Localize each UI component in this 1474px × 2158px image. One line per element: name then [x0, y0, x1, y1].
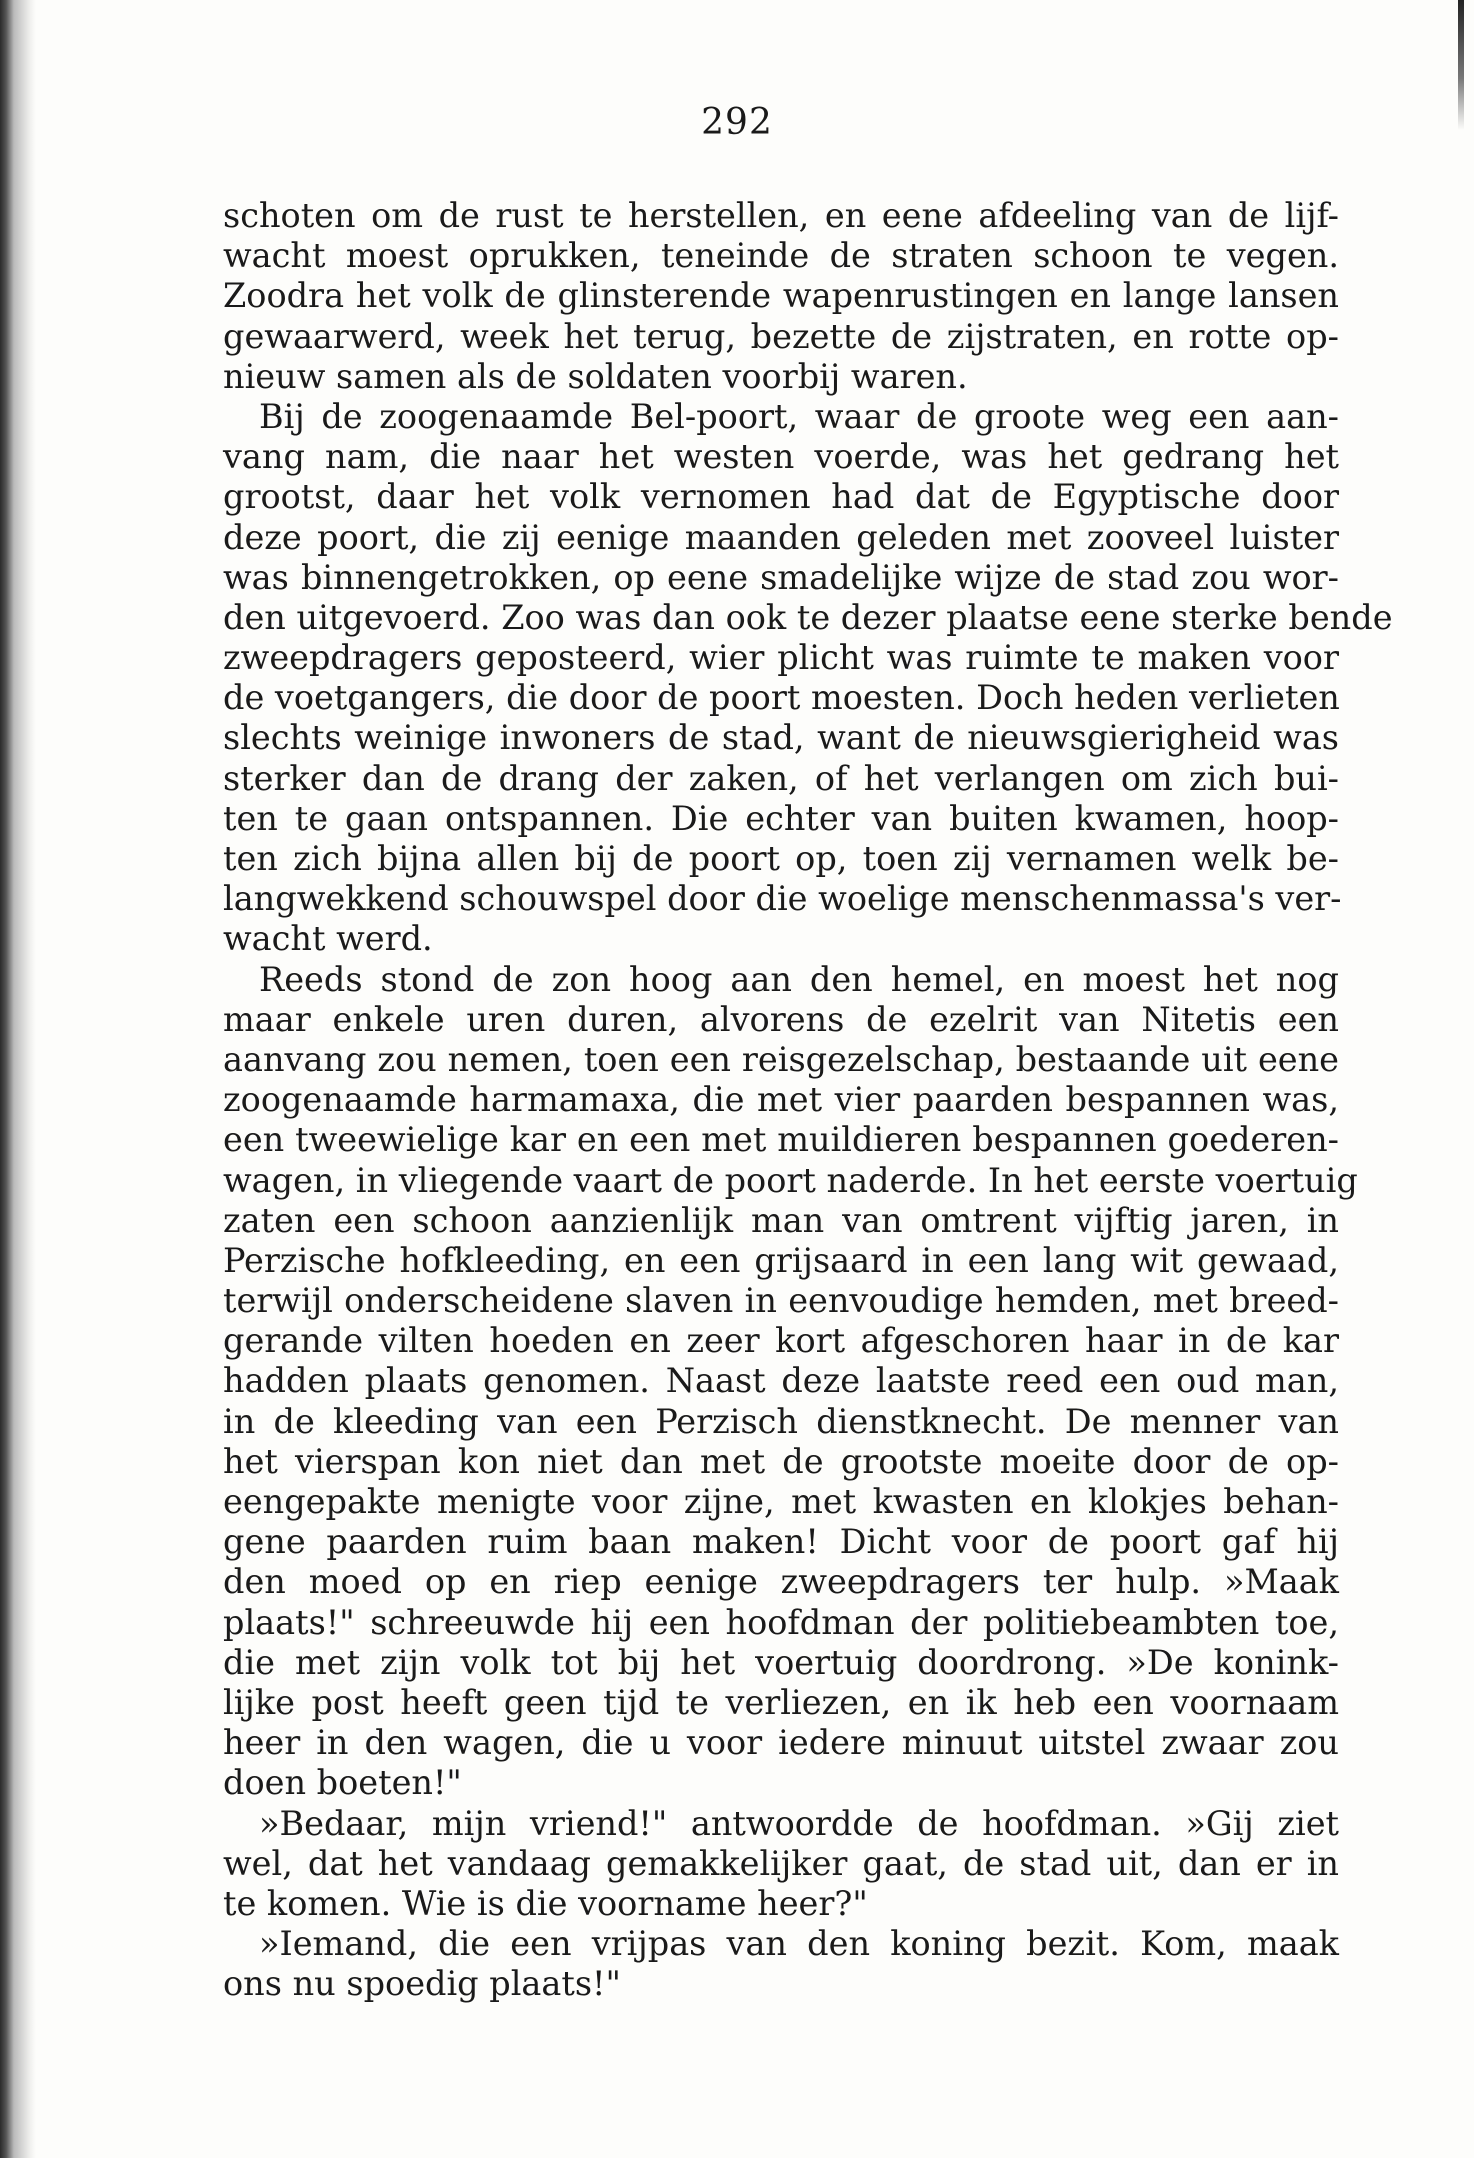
text-line: hadden plaats genomen. Naast deze laatste reed een oud man, [223, 1361, 1339, 1401]
text-line: doen boeten!" [223, 1763, 462, 1803]
text-line: aanvang zou nemen, toen een reisgezelschap, bestaande uit eene [223, 1039, 1339, 1079]
text-line: wagen, in vliegende vaart de poort naderde. In het eerste voertuig [223, 1160, 1358, 1200]
text-line: terwijl onderscheidene slaven in eenvoudige hemden, met breed- [223, 1281, 1339, 1321]
text-line: het vierspan kon niet dan met de grootste moeite door de op- [223, 1441, 1339, 1481]
text-line: wacht werd. [223, 919, 433, 959]
text-line: Reeds stond de zon hoog aan den hemel, en moest het nog [259, 959, 1339, 999]
text-line: lijke post heeft geen tijd te verliezen, en ik heb een voornaam [223, 1682, 1339, 1722]
text-line: gene paarden ruim baan maken! Dicht voor de poort gaf hij [223, 1522, 1339, 1562]
text-line: gerande vilten hoeden en zeer kort afgeschoren haar in de kar [223, 1321, 1339, 1361]
text-line: gewaarwerd, week het terug, bezette de zijstraten, en rotte op- [223, 316, 1339, 356]
text-line: maar enkele uren duren, alvorens de ezelrit van Nitetis een [223, 999, 1339, 1039]
page-number: 292 [701, 102, 773, 143]
text-line: zweepdragers geposteerd, wier plicht was ruimte te maken voor [223, 638, 1339, 678]
text-line: »Bedaar, mijn vriend!" antwoordde de hoofdman. »Gij ziet [259, 1803, 1339, 1843]
text-line: die met zijn volk tot bij het voertuig doordrong. »De konink- [223, 1642, 1339, 1682]
text-line: was binnengetrokken, op eene smadelijke wijze de stad zou wor- [223, 557, 1339, 597]
text-line: te komen. Wie is die voorname heer?" [223, 1883, 868, 1923]
text-line: plaats!" schreeuwde hij een hoofdman der politiebeambten toe, [223, 1602, 1339, 1642]
text-line: nieuw samen als de soldaten voorbij waren. [223, 356, 968, 396]
text-line: eengepakte menigte voor zijne, met kwasten en klokjes behan- [223, 1482, 1339, 1521]
text-line: schoten om de rust te herstellen, en eene afdeeling van de lijf- [223, 196, 1339, 235]
text-line: een tweewielige kar en een met muildieren bespannen goederen- [223, 1120, 1339, 1160]
text-line: ons nu spoedig plaats!" [223, 1964, 621, 2004]
body-text [223, 196, 1393, 2004]
text-line: zaten een schoon aanzienlijk man van omtrent vijftig jaren, in [223, 1200, 1339, 1240]
text-line: wacht moest oprukken, teneinde de straten schoon te vegen. [223, 236, 1339, 276]
text-line: de voetgangers, die door de poort moesten. Doch heden verlieten [223, 678, 1340, 718]
text-line: »Iemand, die een vrijpas van den koning bezit. Kom, maak [259, 1924, 1339, 1964]
text-line: heer in den wagen, die u voor iedere minuut uitstel zwaar zou [223, 1723, 1339, 1763]
binding-edge-shadow [0, 0, 36, 2158]
text-line: sterker dan de drang der zaken, of het verlangen om zich bui- [223, 758, 1339, 798]
text-line: Zoodra het volk de glinsterende wapenrustingen en lange lansen [223, 276, 1339, 316]
text-line: ten te gaan ontspannen. Die echter van buiten kwamen, hoop- [223, 798, 1339, 838]
text-line: Bij de zoogenaamde Bel-poort, waar de groote weg een aan- [259, 396, 1339, 436]
text-line: in de kleeding van een Perzisch dienstknecht. De menner van [223, 1401, 1339, 1441]
text-line: langwekkend schouwspel door die woelige menschenmassa's ver- [223, 879, 1342, 919]
text-line: wel, dat het vandaag gemakkelijker gaat, de stad uit, dan er in [223, 1843, 1339, 1883]
text-line: deze poort, die zij eenige maanden geleden met zooveel luister [223, 517, 1339, 557]
text-line: zoogenaamde harmamaxa, die met vier paarden bespannen was, [223, 1080, 1339, 1120]
text-line: vang nam, die naar het westen voerde, was het gedrang het [223, 437, 1339, 477]
text-line: den moed op en riep eenige zweepdragers ter hulp. »Maak [223, 1562, 1339, 1602]
text-line: den uitgevoerd. Zoo was dan ook te dezer plaatse eene sterke bende [223, 597, 1393, 637]
text-line: grootst, daar het volk vernomen had dat de Egyptische door [223, 477, 1339, 517]
text-line: slechts weinige inwoners de stad, want de nieuwsgierigheid was [223, 718, 1339, 758]
text-line: Perzische hofkleeding, en een grijsaard in een lang wit gewaad, [223, 1240, 1339, 1280]
text-line: ten zich bijna allen bij de poort op, toen zij vernamen welk be- [223, 839, 1339, 878]
